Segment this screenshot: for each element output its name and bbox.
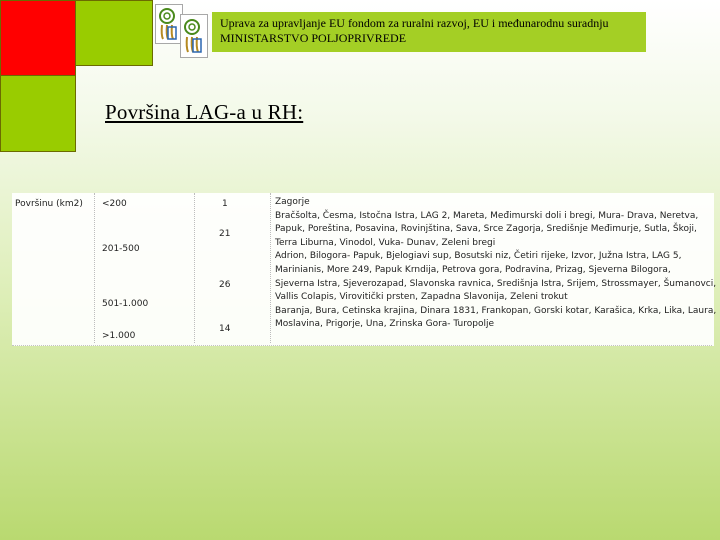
lag-line: Marinianis, More 249, Papuk Krndija, Petrova gora, Podravina, Prizag, Sjeverna Bilogora, <box>275 264 671 275</box>
lag-names <box>275 196 716 332</box>
count-cell: 26 <box>219 280 231 290</box>
lag-line: Adrion, Bilogora- Papuk, Bjelogiavi sup, Bosutski niz, Četiri rijeke, Izvor, Južna Istra, LAG 5, <box>275 251 682 262</box>
lag-area-table <box>12 193 717 346</box>
ministry-logo-icon <box>180 14 208 58</box>
column-separator <box>94 193 95 343</box>
range-cell: >1.000 <box>102 331 136 341</box>
lag-line: Papuk, Poreština, Posavina, Rovinjština, Sava, Srce Zagorja, Središnje Međimurje, Sutla, Škoji, <box>275 224 697 235</box>
lag-line: Vallis Colapis, Virovitički prsten, Zapadna Slavonija, Zeleni trokut <box>275 292 568 303</box>
range-cell: <200 <box>102 199 127 209</box>
column-separator <box>194 193 195 343</box>
lag-line: Baranja, Bura, Cetinska krajina, Dinara 1831, Frankopan, Gorski kotar, Karašica, Krka, Lika, Laura, <box>275 305 717 316</box>
range-cell: 501-1.000 <box>102 299 149 309</box>
lag-line: Terra Liburna, Vinodol, Vuka- Dunav, Zeleni bregi <box>275 237 496 248</box>
green-square-top <box>76 0 153 66</box>
green-square-left <box>0 76 76 152</box>
range-cell: 201-500 <box>102 244 140 254</box>
ministry-logo-icon <box>155 4 183 44</box>
red-square <box>0 0 76 76</box>
ministry-name: MINISTARSTVO POLJOPRIVREDE <box>220 31 407 45</box>
department-name: Uprava za upravljanje EU fondom za ruralni razvoj, EU i međunarodnu suradnju <box>220 16 609 30</box>
area-column-header: Površinu (km2) <box>15 199 83 209</box>
page-title: Površina LAG-a u RH: <box>105 100 304 124</box>
row-separator <box>12 345 712 346</box>
count-cell: 21 <box>219 229 231 239</box>
lag-line: Sjeverna Istra, Sjeverozapad, Slavonska ravnica, Središnja Istra, Srijem, Strossmayer, Šumanovci, <box>275 278 717 289</box>
lag-line: Zagorje <box>275 197 310 207</box>
lag-line: Moslavina, Prigorje, Una, Zrinska Gora- Turopolje <box>275 319 495 330</box>
lag-line: Bračšolta, Česma, Istočna Istra, LAG 2, Mareta, Međimurski doli i bregi, Mura- Drava, Neretva, <box>275 210 699 221</box>
count-cell: 14 <box>219 324 231 334</box>
column-separator <box>270 193 271 343</box>
count-cell: 1 <box>222 199 228 209</box>
